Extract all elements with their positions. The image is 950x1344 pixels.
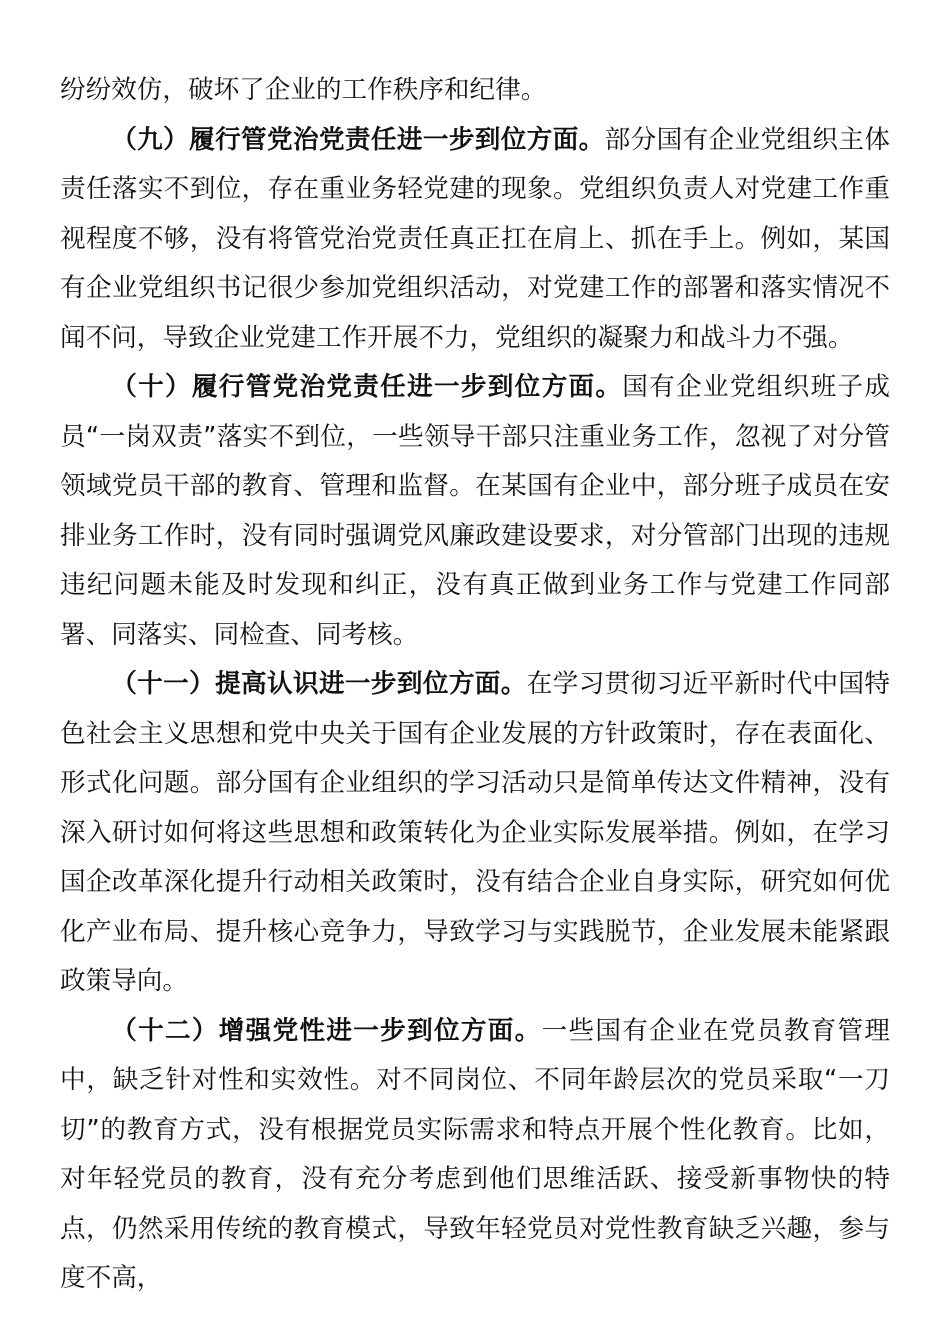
continuation-paragraph: 纷纷效仿，破坏了企业的工作秩序和纪律。 (60, 75, 547, 105)
section-10-paragraph (60, 363, 890, 660)
section-9-paragraph (60, 116, 890, 364)
section-10-body: 国有企业党组织班子成员“一岗双责”落实不到位，一些领导干部只注重业务工作，忽视了对分管领域党员干部的教育、管理和监督。在某国有企业中，部分班子成员在安排业务工作时，没有同时强调党风廉政建设要求，对分管部门出现的违规违纪问题未能及时发现和纠正，没有真正做到业务工作与党建工作同部署、同落实、同检查、同考核。 (60, 372, 890, 650)
section-11-heading: （十一）提高认识进一步到位方面。 (111, 669, 527, 699)
section-12-body: 一些国有企业在党员教育管理中，缺乏针对性和实效性。对不同岗位、不同年龄层次的党员采取“一刀切”的教育方式，没有根据党员实际需求和特点开展个性化教育。比如，对年轻党员的教育，没有充分考虑到他们思维活跃、接受新事物快的特点，仍然采用传统的教育模式，导致年轻党员对党性教育缺乏兴趣，参与度不高， (60, 1015, 890, 1293)
section-11-body: 在学习贯彻习近平新时代中国特色社会主义思想和党中央关于国有企业发展的方针政策时，存在表面化、形式化问题。部分国有企业组织的学习活动只是简单传达文件精神，没有深入研讨如何将这些思想和政策转化为企业实际发展举措。例如，在学习国企改革深化提升行动相关政策时，没有结合企业自身实际，研究如何优化产业布局、提升核心竞争力，导致学习与实践脱节，企业发展未能紧跟政策导向。 (60, 669, 890, 996)
section-12-heading: （十二）增强党性进一步到位方面。 (111, 1015, 542, 1046)
section-11-paragraph (60, 660, 890, 1007)
section-12-paragraph (60, 1007, 890, 1304)
section-9-body: 部分国有企业党组织主体责任落实不到位，存在重业务轻党建的现象。党组织负责人对党建工作重视程度不够，没有将管党治党责任真正扛在肩上、抓在手上。例如，某国有企业党组织书记很少参加党组织活动，对党建工作的部署和落实情况不闻不问，导致企业党建工作开展不力，党组织的凝聚力和战斗力不强。 (60, 124, 890, 353)
section-10-heading: （十）履行管党治党责任进一步到位方面。 (111, 372, 623, 402)
section-9-heading: （九）履行管党治党责任进一步到位方面。 (111, 124, 605, 155)
document-body (60, 66, 890, 1304)
